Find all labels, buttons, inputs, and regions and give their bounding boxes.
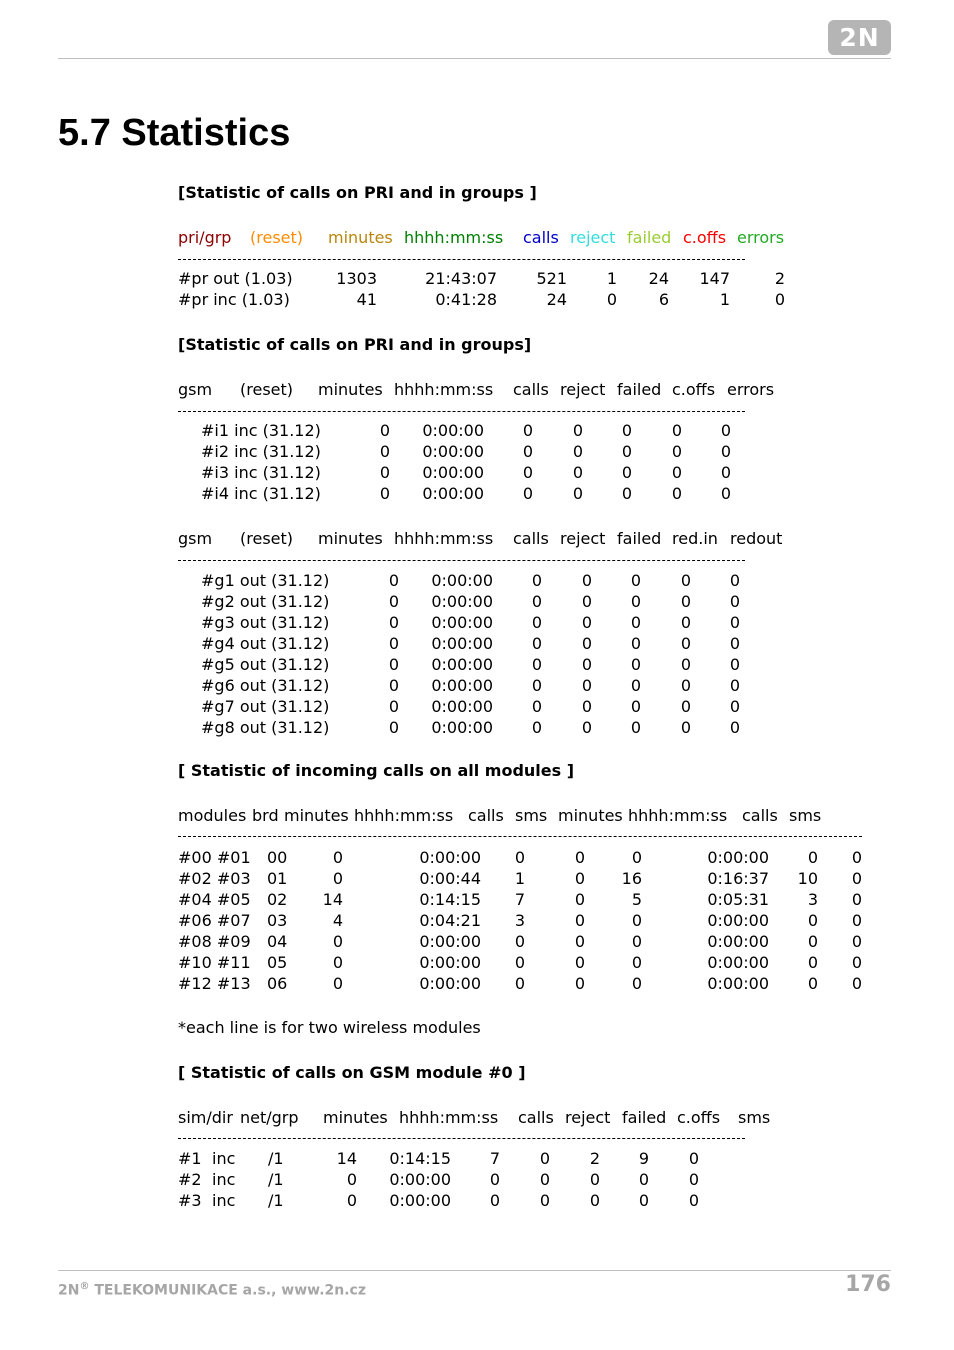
pri-col-header: pri/grp (178, 228, 232, 247)
gsm0-col-header: reject (565, 1108, 611, 1127)
pri-cell: 147 (699, 269, 730, 288)
gsm-inc-cell: 0 (572, 463, 583, 482)
gsm-out-cell: 0 (388, 613, 399, 632)
gsm0-cell: 0 (346, 1191, 357, 1210)
footer-text: TELEKOMUNIKACE a.s., www.2n.cz (89, 1282, 366, 1299)
gsm-out-cell: #g5 out (31.12) (201, 655, 330, 674)
modules-cell: 0 (514, 953, 525, 972)
gsm0-cell: #1 (178, 1149, 202, 1168)
gsm-inc-cell: 0 (671, 442, 682, 461)
modules-col-header: hhhh:mm:ss (628, 806, 728, 825)
modules-cell: 3 (807, 890, 818, 909)
pri-col-header: calls (523, 228, 559, 247)
gsm-out-cell: 0 (531, 697, 542, 716)
modules-cell: 0:04:21 (419, 911, 481, 930)
gsm-inc-cell: 0 (522, 484, 533, 503)
gsm-out-cell: 0 (680, 571, 691, 590)
gsm-inc-cell: 0 (522, 421, 533, 440)
gsm0-col-header: net/grp (240, 1108, 299, 1127)
modules-cell: 05 (267, 953, 288, 972)
gsm0-col-header: calls (518, 1108, 554, 1127)
gsm-out-col-header: gsm (178, 529, 213, 548)
modules-cell: 0 (574, 869, 585, 888)
gsm-out-cell: 0:00:00 (431, 676, 493, 695)
gsm-out-cell: 0 (680, 655, 691, 674)
modules-cell: 06 (267, 974, 288, 993)
gsm-out-cell: 0:00:00 (431, 571, 493, 590)
modules-cell: 0 (332, 848, 343, 867)
modules-cell: 0 (851, 974, 862, 993)
gsm-out-cell: 0 (388, 634, 399, 653)
gsm-inc-cell: #i2 inc (31.12) (201, 442, 321, 461)
modules-cell: 0:00:00 (707, 974, 769, 993)
gsm-inc-cell: #i1 inc (31.12) (201, 421, 321, 440)
gsm-out-cell: 0 (680, 697, 691, 716)
pri-cell: 0:41:28 (435, 290, 497, 309)
gsm-inc-cell: 0 (621, 484, 632, 503)
gsm0-col-header: sms (738, 1108, 771, 1127)
gsm-out-cell: 0 (680, 613, 691, 632)
modules-col-header: sms (789, 806, 822, 825)
modules-cell: 0 (514, 974, 525, 993)
gsm-inc-col-header: calls (513, 380, 549, 399)
gsm-inc-col-header: (reset) (240, 380, 294, 399)
gsm-out-col-header: calls (513, 529, 549, 548)
gsm-out-cell: 0:00:00 (431, 592, 493, 611)
gsm-out-cell: 0:00:00 (431, 613, 493, 632)
gsm0-cell: inc (212, 1149, 236, 1168)
pri-cell: 6 (658, 290, 669, 309)
gsm0-cell: /1 (268, 1149, 284, 1168)
gsm0-cell: 0 (539, 1170, 550, 1189)
modules-cell: 4 (332, 911, 343, 930)
pri-cell: 1303 (336, 269, 377, 288)
gsm0-cell: 0:14:15 (389, 1149, 451, 1168)
gsm-out-cell: 0 (630, 676, 641, 695)
pri-cell: #pr out (1.03) (178, 269, 293, 288)
gsm-out-cell: #g8 out (31.12) (201, 718, 330, 737)
section-heading-modules: [ Statistic of incoming calls on all modules ] (178, 761, 575, 780)
gsm-inc-cell: 0 (379, 421, 390, 440)
gsm-inc-cell: 0 (379, 463, 390, 482)
modules-cell: 0 (574, 890, 585, 909)
gsm-out-cell: 0 (388, 676, 399, 695)
modules-cell: 0 (332, 953, 343, 972)
pri-col-header: failed (627, 228, 672, 247)
modules-col-header: hhhh:mm:ss (354, 806, 454, 825)
modules-cell: 0:00:44 (419, 869, 481, 888)
gsm-out-cell: 0 (729, 613, 740, 632)
modules-cell: 16 (621, 869, 642, 888)
modules-cell: 0 (332, 974, 343, 993)
modules-cell: 0 (631, 911, 642, 930)
gsm0-cell: 0 (346, 1170, 357, 1189)
gsm-out-separator (178, 560, 745, 562)
modules-cell: 0 (332, 869, 343, 888)
gsm-out-cell: 0 (729, 571, 740, 590)
gsm0-cell: 0 (638, 1191, 649, 1210)
gsm-out-cell: #g1 out (31.12) (201, 571, 330, 590)
modules-col-header: minutes (284, 806, 349, 825)
pri-cell: 41 (356, 290, 377, 309)
modules-col-header: calls (742, 806, 778, 825)
pri-cell: 2 (774, 269, 785, 288)
modules-cell: 0 (807, 974, 818, 993)
pri-separator (178, 259, 745, 261)
pri-col-header: hhhh:mm:ss (404, 228, 504, 247)
modules-cell: 0 (807, 911, 818, 930)
gsm-out-cell: 0 (729, 655, 740, 674)
gsm-inc-col-header: hhhh:mm:ss (394, 380, 494, 399)
gsm-inc-cell: 0 (671, 421, 682, 440)
modules-cell: 10 (797, 869, 818, 888)
modules-cell: 0 (631, 932, 642, 951)
gsm-out-cell: 0 (729, 592, 740, 611)
gsm-inc-cell: 0 (522, 442, 533, 461)
modules-cell: 0 (807, 932, 818, 951)
gsm0-cell: 0 (539, 1149, 550, 1168)
gsm-inc-cell: 0 (671, 463, 682, 482)
gsm0-cell: 2 (589, 1149, 600, 1168)
modules-cell: #04 #05 (178, 890, 251, 909)
modules-cell: 1 (514, 869, 525, 888)
gsm0-cell: 0 (589, 1191, 600, 1210)
modules-cell: 0 (851, 953, 862, 972)
footer-company (58, 1281, 366, 1299)
gsm0-cell: 0 (688, 1191, 699, 1210)
pri-col-header: c.offs (683, 228, 727, 247)
pri-cell: #pr inc (1.03) (178, 290, 290, 309)
gsm-out-col-header: (reset) (240, 529, 294, 548)
gsm-out-col-header: redout (730, 529, 783, 548)
gsm-out-cell: 0:00:00 (431, 697, 493, 716)
gsm-out-cell: 0 (581, 634, 592, 653)
modules-cell: 02 (267, 890, 288, 909)
modules-cell: 0:00:00 (707, 848, 769, 867)
modules-separator (178, 836, 862, 838)
gsm-out-cell: 0 (388, 592, 399, 611)
gsm-inc-cell: #i4 inc (31.12) (201, 484, 321, 503)
gsm-inc-cell: #i3 inc (31.12) (201, 463, 321, 482)
gsm0-col-header: sim/dir (178, 1108, 233, 1127)
modules-cell: 0 (851, 932, 862, 951)
footer-brand: 2N (58, 1282, 80, 1299)
pri-col-header: reject (570, 228, 616, 247)
pri-col-header: (reset) (250, 228, 304, 247)
brand-logo: 2N (828, 20, 891, 55)
modules-cell: #06 #07 (178, 911, 251, 930)
section-heading-gsm-groups: [Statistic of calls on PRI and in groups] (178, 335, 532, 354)
section-heading-gsm0: [ Statistic of calls on GSM module #0 ] (178, 1063, 526, 1082)
gsm-inc-col-header: c.offs (672, 380, 716, 399)
gsm-out-cell: 0 (531, 718, 542, 737)
gsm-out-col-header: reject (560, 529, 606, 548)
gsm-inc-cell: 0:00:00 (422, 421, 484, 440)
gsm-out-cell: 0 (531, 592, 542, 611)
gsm-out-cell: 0 (388, 718, 399, 737)
gsm-out-cell: 0 (531, 613, 542, 632)
gsm-inc-cell: 0:00:00 (422, 484, 484, 503)
gsm-inc-cell: 0 (379, 442, 390, 461)
modules-cell: 0:00:00 (419, 953, 481, 972)
pri-cell: 0 (606, 290, 617, 309)
gsm-out-cell: 0 (581, 655, 592, 674)
gsm-inc-cell: 0 (671, 484, 682, 503)
modules-col-header: sms (515, 806, 548, 825)
gsm-out-cell: #g6 out (31.12) (201, 676, 330, 695)
modules-cell: 00 (267, 848, 288, 867)
gsm0-cell: 0 (638, 1170, 649, 1189)
gsm-out-cell: 0 (581, 571, 592, 590)
modules-cell: 0 (851, 848, 862, 867)
page-title: 5.7 Statistics (58, 112, 291, 154)
section-heading-pri: [Statistic of calls on PRI and in groups ] (178, 183, 537, 202)
modules-cell: 0:00:00 (707, 932, 769, 951)
gsm0-cell: 0 (688, 1149, 699, 1168)
modules-col-header: modules (178, 806, 247, 825)
pri-cell: 24 (648, 269, 669, 288)
gsm0-col-header: hhhh:mm:ss (399, 1108, 499, 1127)
pri-cell: 1 (719, 290, 730, 309)
gsm-out-cell: 0 (581, 676, 592, 695)
gsm-inc-cell: 0 (720, 463, 731, 482)
modules-note: *each line is for two wireless modules (178, 1018, 481, 1037)
modules-cell: 0:00:00 (419, 974, 481, 993)
gsm-inc-col-header: gsm (178, 380, 213, 399)
gsm-out-cell: 0 (630, 634, 641, 653)
modules-cell: 0 (807, 848, 818, 867)
modules-cell: 0 (574, 911, 585, 930)
modules-cell: 0:16:37 (707, 869, 769, 888)
modules-cell: #08 #09 (178, 932, 251, 951)
gsm-inc-cell: 0 (572, 421, 583, 440)
gsm-inc-cell: 0 (572, 442, 583, 461)
gsm-out-cell: 0 (680, 676, 691, 695)
gsm-out-cell: 0 (531, 634, 542, 653)
gsm-out-cell: 0 (630, 613, 641, 632)
modules-cell: #02 #03 (178, 869, 251, 888)
gsm0-cell: 7 (489, 1149, 500, 1168)
modules-cell: 0 (574, 974, 585, 993)
gsm-out-cell: #g4 out (31.12) (201, 634, 330, 653)
gsm-out-cell: 0 (680, 718, 691, 737)
modules-cell: 0 (574, 932, 585, 951)
gsm-out-cell: 0 (581, 613, 592, 632)
gsm-out-col-header: failed (617, 529, 662, 548)
gsm0-cell: 0 (489, 1170, 500, 1189)
gsm-inc-cell: 0 (621, 421, 632, 440)
gsm-out-cell: 0 (630, 592, 641, 611)
gsm-inc-cell: 0 (720, 421, 731, 440)
pri-cell: 24 (546, 290, 567, 309)
gsm-out-col-header: minutes (318, 529, 383, 548)
gsm0-cell: 9 (638, 1149, 649, 1168)
gsm0-col-header: failed (622, 1108, 667, 1127)
gsm-inc-cell: 0 (572, 484, 583, 503)
pri-col-header: minutes (328, 228, 393, 247)
gsm-out-cell: 0 (581, 592, 592, 611)
gsm-out-cell: 0:00:00 (431, 655, 493, 674)
modules-cell: 0:00:00 (707, 953, 769, 972)
footer-rule (58, 1270, 891, 1271)
gsm-out-cell: #g7 out (31.12) (201, 697, 330, 716)
gsm-inc-col-header: errors (727, 380, 775, 399)
pri-cell: 1 (606, 269, 617, 288)
gsm0-cell: 0:00:00 (389, 1170, 451, 1189)
modules-cell: 0:14:15 (419, 890, 481, 909)
modules-col-header: calls (468, 806, 504, 825)
modules-cell: 3 (514, 911, 525, 930)
gsm0-cell: /1 (268, 1170, 284, 1189)
gsm-out-cell: 0 (729, 676, 740, 695)
gsm-inc-cell: 0 (522, 463, 533, 482)
gsm0-cell: inc (212, 1191, 236, 1210)
gsm0-cell: 14 (336, 1149, 357, 1168)
gsm0-cell: 0 (539, 1191, 550, 1210)
gsm-inc-cell: 0 (621, 463, 632, 482)
gsm0-col-header: c.offs (677, 1108, 721, 1127)
pri-cell: 521 (536, 269, 567, 288)
modules-cell: 0 (631, 974, 642, 993)
gsm-out-cell: 0 (630, 718, 641, 737)
gsm-out-cell: 0 (388, 571, 399, 590)
gsm0-cell: 0:00:00 (389, 1191, 451, 1210)
modules-cell: 0:00:00 (419, 848, 481, 867)
page-number: 176 (845, 1272, 891, 1297)
modules-cell: 0:00:00 (419, 932, 481, 951)
gsm0-separator (178, 1138, 745, 1140)
gsm-inc-cell: 0 (621, 442, 632, 461)
gsm-out-cell: 0 (729, 697, 740, 716)
modules-cell: 0 (332, 932, 343, 951)
footer-reg-mark: ® (79, 1281, 90, 1292)
gsm-out-cell: 0:00:00 (431, 718, 493, 737)
modules-cell: 0 (851, 890, 862, 909)
gsm-out-cell: 0 (581, 718, 592, 737)
gsm-inc-cell: 0:00:00 (422, 442, 484, 461)
gsm-out-cell: #g3 out (31.12) (201, 613, 330, 632)
gsm-out-cell: #g2 out (31.12) (201, 592, 330, 611)
gsm-inc-col-header: failed (617, 380, 662, 399)
modules-cell: 0 (514, 932, 525, 951)
gsm-out-cell: 0 (729, 718, 740, 737)
pri-cell: 0 (774, 290, 785, 309)
modules-cell: 0 (631, 848, 642, 867)
gsm-out-col-header: red.in (672, 529, 718, 548)
modules-cell: #00 #01 (178, 848, 251, 867)
gsm-out-cell: 0 (630, 655, 641, 674)
gsm0-cell: /1 (268, 1191, 284, 1210)
gsm-out-cell: 0 (680, 592, 691, 611)
gsm-out-col-header: hhhh:mm:ss (394, 529, 494, 548)
gsm-out-cell: 0 (581, 697, 592, 716)
modules-cell: 0:05:31 (707, 890, 769, 909)
gsm-out-cell: 0 (388, 697, 399, 716)
gsm0-cell: #2 (178, 1170, 202, 1189)
modules-cell: #10 #11 (178, 953, 251, 972)
gsm0-cell: 0 (589, 1170, 600, 1189)
modules-cell: 0 (574, 953, 585, 972)
modules-cell: 0 (851, 911, 862, 930)
modules-cell: 0 (631, 953, 642, 972)
modules-cell: 5 (631, 890, 642, 909)
header-rule (58, 58, 891, 59)
gsm-out-cell: 0 (630, 697, 641, 716)
gsm-inc-cell: 0 (379, 484, 390, 503)
gsm-out-cell: 0 (531, 676, 542, 695)
modules-cell: 14 (322, 890, 343, 909)
modules-cell: 7 (514, 890, 525, 909)
gsm-out-cell: 0 (531, 655, 542, 674)
modules-cell: 04 (267, 932, 288, 951)
gsm-out-cell: 0:00:00 (431, 634, 493, 653)
gsm-out-cell: 0 (680, 634, 691, 653)
gsm0-cell: #3 (178, 1191, 202, 1210)
modules-cell: #12 #13 (178, 974, 251, 993)
gsm-out-cell: 0 (729, 634, 740, 653)
modules-col-header: minutes (558, 806, 623, 825)
gsm-inc-cell: 0:00:00 (422, 463, 484, 482)
gsm0-cell: inc (212, 1170, 236, 1189)
pri-cell: 21:43:07 (425, 269, 497, 288)
modules-cell: 0:00:00 (707, 911, 769, 930)
modules-cell: 0 (574, 848, 585, 867)
modules-col-header: brd (252, 806, 279, 825)
gsm-out-cell: 0 (531, 571, 542, 590)
gsm-inc-col-header: minutes (318, 380, 383, 399)
modules-cell: 0 (807, 953, 818, 972)
gsm-inc-cell: 0 (720, 484, 731, 503)
modules-cell: 0 (514, 848, 525, 867)
gsm-inc-col-header: reject (560, 380, 606, 399)
modules-cell: 01 (267, 869, 288, 888)
gsm-out-cell: 0 (630, 571, 641, 590)
modules-cell: 03 (267, 911, 288, 930)
gsm-inc-separator (178, 411, 745, 413)
gsm-inc-cell: 0 (720, 442, 731, 461)
pri-col-header: errors (737, 228, 785, 247)
modules-cell: 0 (851, 869, 862, 888)
gsm0-cell: 0 (688, 1170, 699, 1189)
gsm0-cell: 0 (489, 1191, 500, 1210)
gsm0-col-header: minutes (323, 1108, 388, 1127)
gsm-out-cell: 0 (388, 655, 399, 674)
